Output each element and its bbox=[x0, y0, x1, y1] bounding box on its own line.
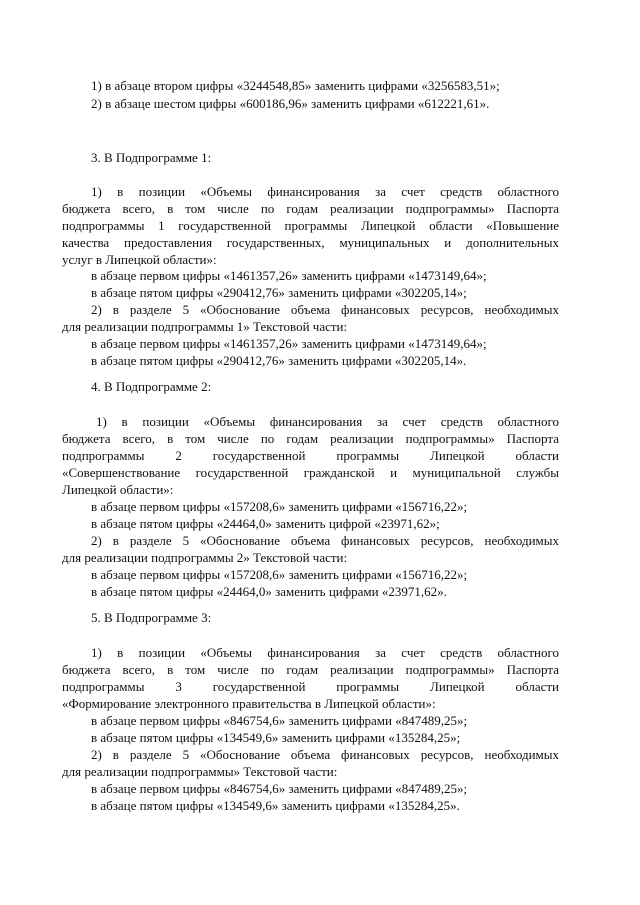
s4-heading: 4. В Подпрограмме 2: bbox=[91, 379, 212, 394]
s5-p1-line: бюджета всего, в том числе по годам реализации подпрограммы» Паспорта bbox=[62, 662, 559, 677]
s5-p1-line: 1) в позиции «Объемы финансирования за счет средств областного bbox=[91, 645, 559, 660]
s3-p2-line: 2) в разделе 5 «Обоснование объема финансовых ресурсов, необходимых bbox=[91, 302, 559, 317]
s5-p2-line: 2) в разделе 5 «Обоснование объема финансовых ресурсов, необходимых bbox=[91, 747, 559, 762]
s4-p1-sub-b: в абзаце пятом цифры «24464,0» заменить цифрой «23971,62»; bbox=[91, 516, 440, 531]
s4-p1-line: 1) в позиции «Объемы финансирования за счет средств областного bbox=[96, 414, 559, 429]
s5-p1-sub-a: в абзаце первом цифры «846754,6» заменить цифрами «847489,25»; bbox=[91, 713, 468, 728]
s4-p2-sub-b: в абзаце пятом цифры «24464,0» заменить цифрами «23971,62». bbox=[91, 584, 447, 599]
s4-p1-line: подпрограммы 2 государственной программы Липецкой области bbox=[62, 448, 559, 463]
s4-p1-line: «Совершенствование государственной гражданской и муниципальной службы bbox=[62, 465, 559, 480]
s3-p1-line: бюджета всего, в том числе по годам реализации подпрограммы» Паспорта bbox=[62, 201, 559, 216]
s3-p1-line: 1) в позиции «Объемы финансирования за счет средств областного bbox=[91, 184, 559, 199]
s5-heading: 5. В Подпрограмме 3: bbox=[91, 610, 212, 625]
s3-heading: 3. В Подпрограмме 1: bbox=[91, 150, 212, 165]
s4-p2-line: для реализации подпрограммы 2» Текстовой части: bbox=[62, 550, 348, 565]
s4-p1-line: бюджета всего, в том числе по годам реализации подпрограммы» Паспорта bbox=[62, 431, 559, 446]
s3-p2-sub-b: в абзаце пятом цифры «290412,76» заменить цифрами «302205,14». bbox=[91, 353, 467, 368]
s3-p1-sub-a: в абзаце первом цифры «1461357,26» заменить цифрами «1473149,64»; bbox=[91, 268, 487, 283]
s5-p1-sub-b: в абзаце пятом цифры «134549,6» заменить цифрами «135284,25»; bbox=[91, 730, 461, 745]
s5-p1-line: «Формирование электронного правительства в Липецкой области»: bbox=[62, 696, 436, 711]
s3-p1-line: подпрограммы 1 государственной программы Липецкой области «Повышение bbox=[62, 218, 559, 233]
s4-p2-line: 2) в разделе 5 «Обоснование объема финансовых ресурсов, необходимых bbox=[91, 533, 559, 548]
s5-p1-line: подпрограммы 3 государственной программы Липецкой области bbox=[62, 679, 559, 694]
s4-p2-sub-a: в абзаце первом цифры «157208,6» заменить цифрами «156716,22»; bbox=[91, 567, 468, 582]
s5-p2-line: для реализации подпрограммы» Текстовой части: bbox=[62, 764, 338, 779]
s3-p1-line: качества предоставления государственных, муниципальных и дополнительных bbox=[62, 235, 559, 250]
s2-item-1: 1) в абзаце втором цифры «3244548,85» заменить цифрами «3256583,51»; bbox=[91, 78, 500, 93]
s3-p1-sub-b: в абзаце пятом цифры «290412,76» заменить цифрами «302205,14»; bbox=[91, 285, 467, 300]
s3-p1-line: услуг в Липецкой области»: bbox=[62, 252, 217, 267]
s4-p1-line: Липецкой области»: bbox=[62, 482, 174, 497]
s4-p1-sub-a: в абзаце первом цифры «157208,6» заменить цифрами «156716,22»; bbox=[91, 499, 468, 514]
s2-item-2: 2) в абзаце шестом цифры «600186,96» заменить цифрами «612221,61». bbox=[91, 96, 490, 111]
s5-p2-sub-b: в абзаце пятом цифры «134549,6» заменить цифрами «135284,25». bbox=[91, 798, 460, 813]
s3-p2-sub-a: в абзаце первом цифры «1461357,26» заменить цифрами «1473149,64»; bbox=[91, 336, 487, 351]
s3-p2-line: для реализации подпрограммы 1» Текстовой части: bbox=[62, 319, 348, 334]
s5-p2-sub-a: в абзаце первом цифры «846754,6» заменить цифрами «847489,25»; bbox=[91, 781, 468, 796]
